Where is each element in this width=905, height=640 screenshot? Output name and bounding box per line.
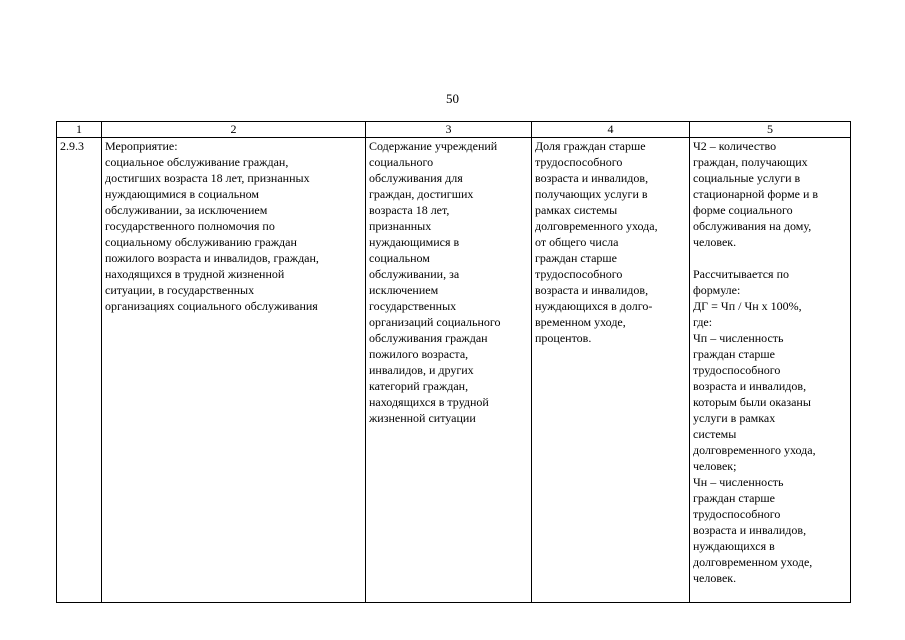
- cell-text-line: обслуживания для: [369, 171, 463, 185]
- cell-text-line: ДГ = Чп / Чн х 100%,: [693, 299, 802, 313]
- cell-text-line: пожилого возраста и инвалидов, граждан,: [105, 251, 319, 265]
- cell-text-line: граждан, получающих: [693, 155, 808, 169]
- cell-method: [690, 138, 851, 603]
- cell-text-line: форме социального: [693, 203, 793, 217]
- cell-text-line: граждан, достигших: [369, 187, 474, 201]
- cell-text-line: человек;: [693, 459, 737, 473]
- cell-text-line: системы: [693, 427, 737, 441]
- cell-text-line: трудоспособного: [693, 507, 781, 521]
- cell-text-line: ситуации, в государственных: [105, 283, 255, 297]
- cell-text-line: Доля граждан старше: [535, 139, 646, 153]
- cell-text-line: граждан старше: [535, 251, 618, 265]
- cell-text-line: нуждающихся в долго-: [535, 299, 653, 313]
- table-header-row: [57, 122, 851, 138]
- cell-text-line: социального: [369, 155, 434, 169]
- cell-text-line: социальному обслуживанию граждан: [105, 235, 297, 249]
- cell-text-line: трудоспособного: [535, 155, 623, 169]
- indicator-table: [56, 121, 851, 603]
- cell-text-line: жизненной ситуации: [369, 411, 476, 425]
- header-col-3: 3: [366, 122, 532, 138]
- cell-text-line: обслуживания на дому,: [693, 219, 812, 233]
- cell-text-line: долговременном уходе,: [693, 555, 813, 569]
- method-definition: [693, 138, 847, 250]
- cell-text-line: Мероприятие:: [105, 139, 178, 153]
- cell-text-line: стационарной форме и в: [693, 187, 819, 201]
- header-col-1: 1: [57, 122, 102, 138]
- cell-text-line: признанных: [369, 219, 432, 233]
- table-row: [57, 138, 851, 603]
- cell-text-line: трудоспособного: [535, 267, 623, 281]
- cell-text-line: долговременного ухода,: [535, 219, 658, 233]
- method-gap: [693, 250, 847, 266]
- header-col-2: 2: [102, 122, 366, 138]
- page-number: 50: [446, 91, 459, 106]
- cell-text-line: Рассчитывается по: [693, 267, 789, 281]
- cell-text-line: граждан старше: [693, 347, 776, 361]
- cell-text-line: человек.: [693, 571, 737, 585]
- cell-code: [57, 138, 102, 603]
- method-formula: [693, 266, 847, 586]
- cell-text-line: возраста и инвалидов,: [693, 379, 807, 393]
- cell-text-line: государственных: [369, 299, 457, 313]
- cell-text-line: человек.: [693, 235, 737, 249]
- cell-content: [366, 138, 532, 603]
- cell-text-line: возраста и инвалидов,: [535, 283, 649, 297]
- cell-text-line: обслуживании, за исключением: [105, 203, 268, 217]
- cell-text-line: Содержание учреждений: [369, 139, 498, 153]
- cell-text-line: государственного полномочия по: [105, 219, 275, 233]
- cell-text-line: нуждающимися в: [369, 235, 460, 249]
- cell-text-line: социальное обслуживание граждан,: [105, 155, 289, 169]
- cell-text-line: находящихся в трудной жизненной: [105, 267, 285, 281]
- cell-text-line: трудоспособного: [693, 363, 781, 377]
- cell-text-line: достигших возраста 18 лет, признанных: [105, 171, 310, 185]
- header-col-5: 5: [690, 122, 851, 138]
- cell-text-line: которым были оказаны: [693, 395, 811, 409]
- cell-text-line: исключением: [369, 283, 439, 297]
- cell-text-line: долговременного ухода,: [693, 443, 816, 457]
- cell-text-line: обслуживании, за: [369, 267, 460, 281]
- cell-text-line: Чн – численность: [693, 475, 784, 489]
- cell-indicator: [532, 138, 690, 603]
- cell-text-line: получающих услуги в: [535, 187, 648, 201]
- cell-text-line: услуги в рамках: [693, 411, 776, 425]
- cell-text-line: рамках системы: [535, 203, 618, 217]
- cell-text-line: граждан старше: [693, 491, 776, 505]
- cell-text-line: временном уходе,: [535, 315, 626, 329]
- cell-text-line: нуждающимися в социальном: [105, 187, 259, 201]
- cell-text-line: нуждающихся в: [693, 539, 775, 553]
- cell-text-line: Чп – численность: [693, 331, 784, 345]
- cell-text-line: от общего числа: [535, 235, 619, 249]
- header-col-4: 4: [532, 122, 690, 138]
- cell-text-line: где:: [693, 315, 713, 329]
- cell-text-line: инвалидов, и других: [369, 363, 474, 377]
- cell-text-line: организациях социального обслуживания: [105, 299, 318, 313]
- cell-text-line: социальные услуги в: [693, 171, 801, 185]
- cell-text-line: обслуживания граждан: [369, 331, 488, 345]
- cell-text-line: процентов.: [535, 331, 592, 345]
- cell-text-line: социальном: [369, 251, 430, 265]
- cell-text-line: возраста 18 лет,: [369, 203, 450, 217]
- cell-text-line: категорий граждан,: [369, 379, 469, 393]
- cell-text-line: находящихся в трудной: [369, 395, 489, 409]
- cell-measure: [102, 138, 366, 603]
- cell-text-line: возраста и инвалидов,: [535, 171, 649, 185]
- cell-text-line: пожилого возраста,: [369, 347, 469, 361]
- cell-text-line: Ч2 – количество: [693, 139, 777, 153]
- cell-text-line: формуле:: [693, 283, 741, 297]
- row-code: 2.9.3: [60, 139, 84, 153]
- cell-text-line: организаций социального: [369, 315, 501, 329]
- cell-text-line: возраста и инвалидов,: [693, 523, 807, 537]
